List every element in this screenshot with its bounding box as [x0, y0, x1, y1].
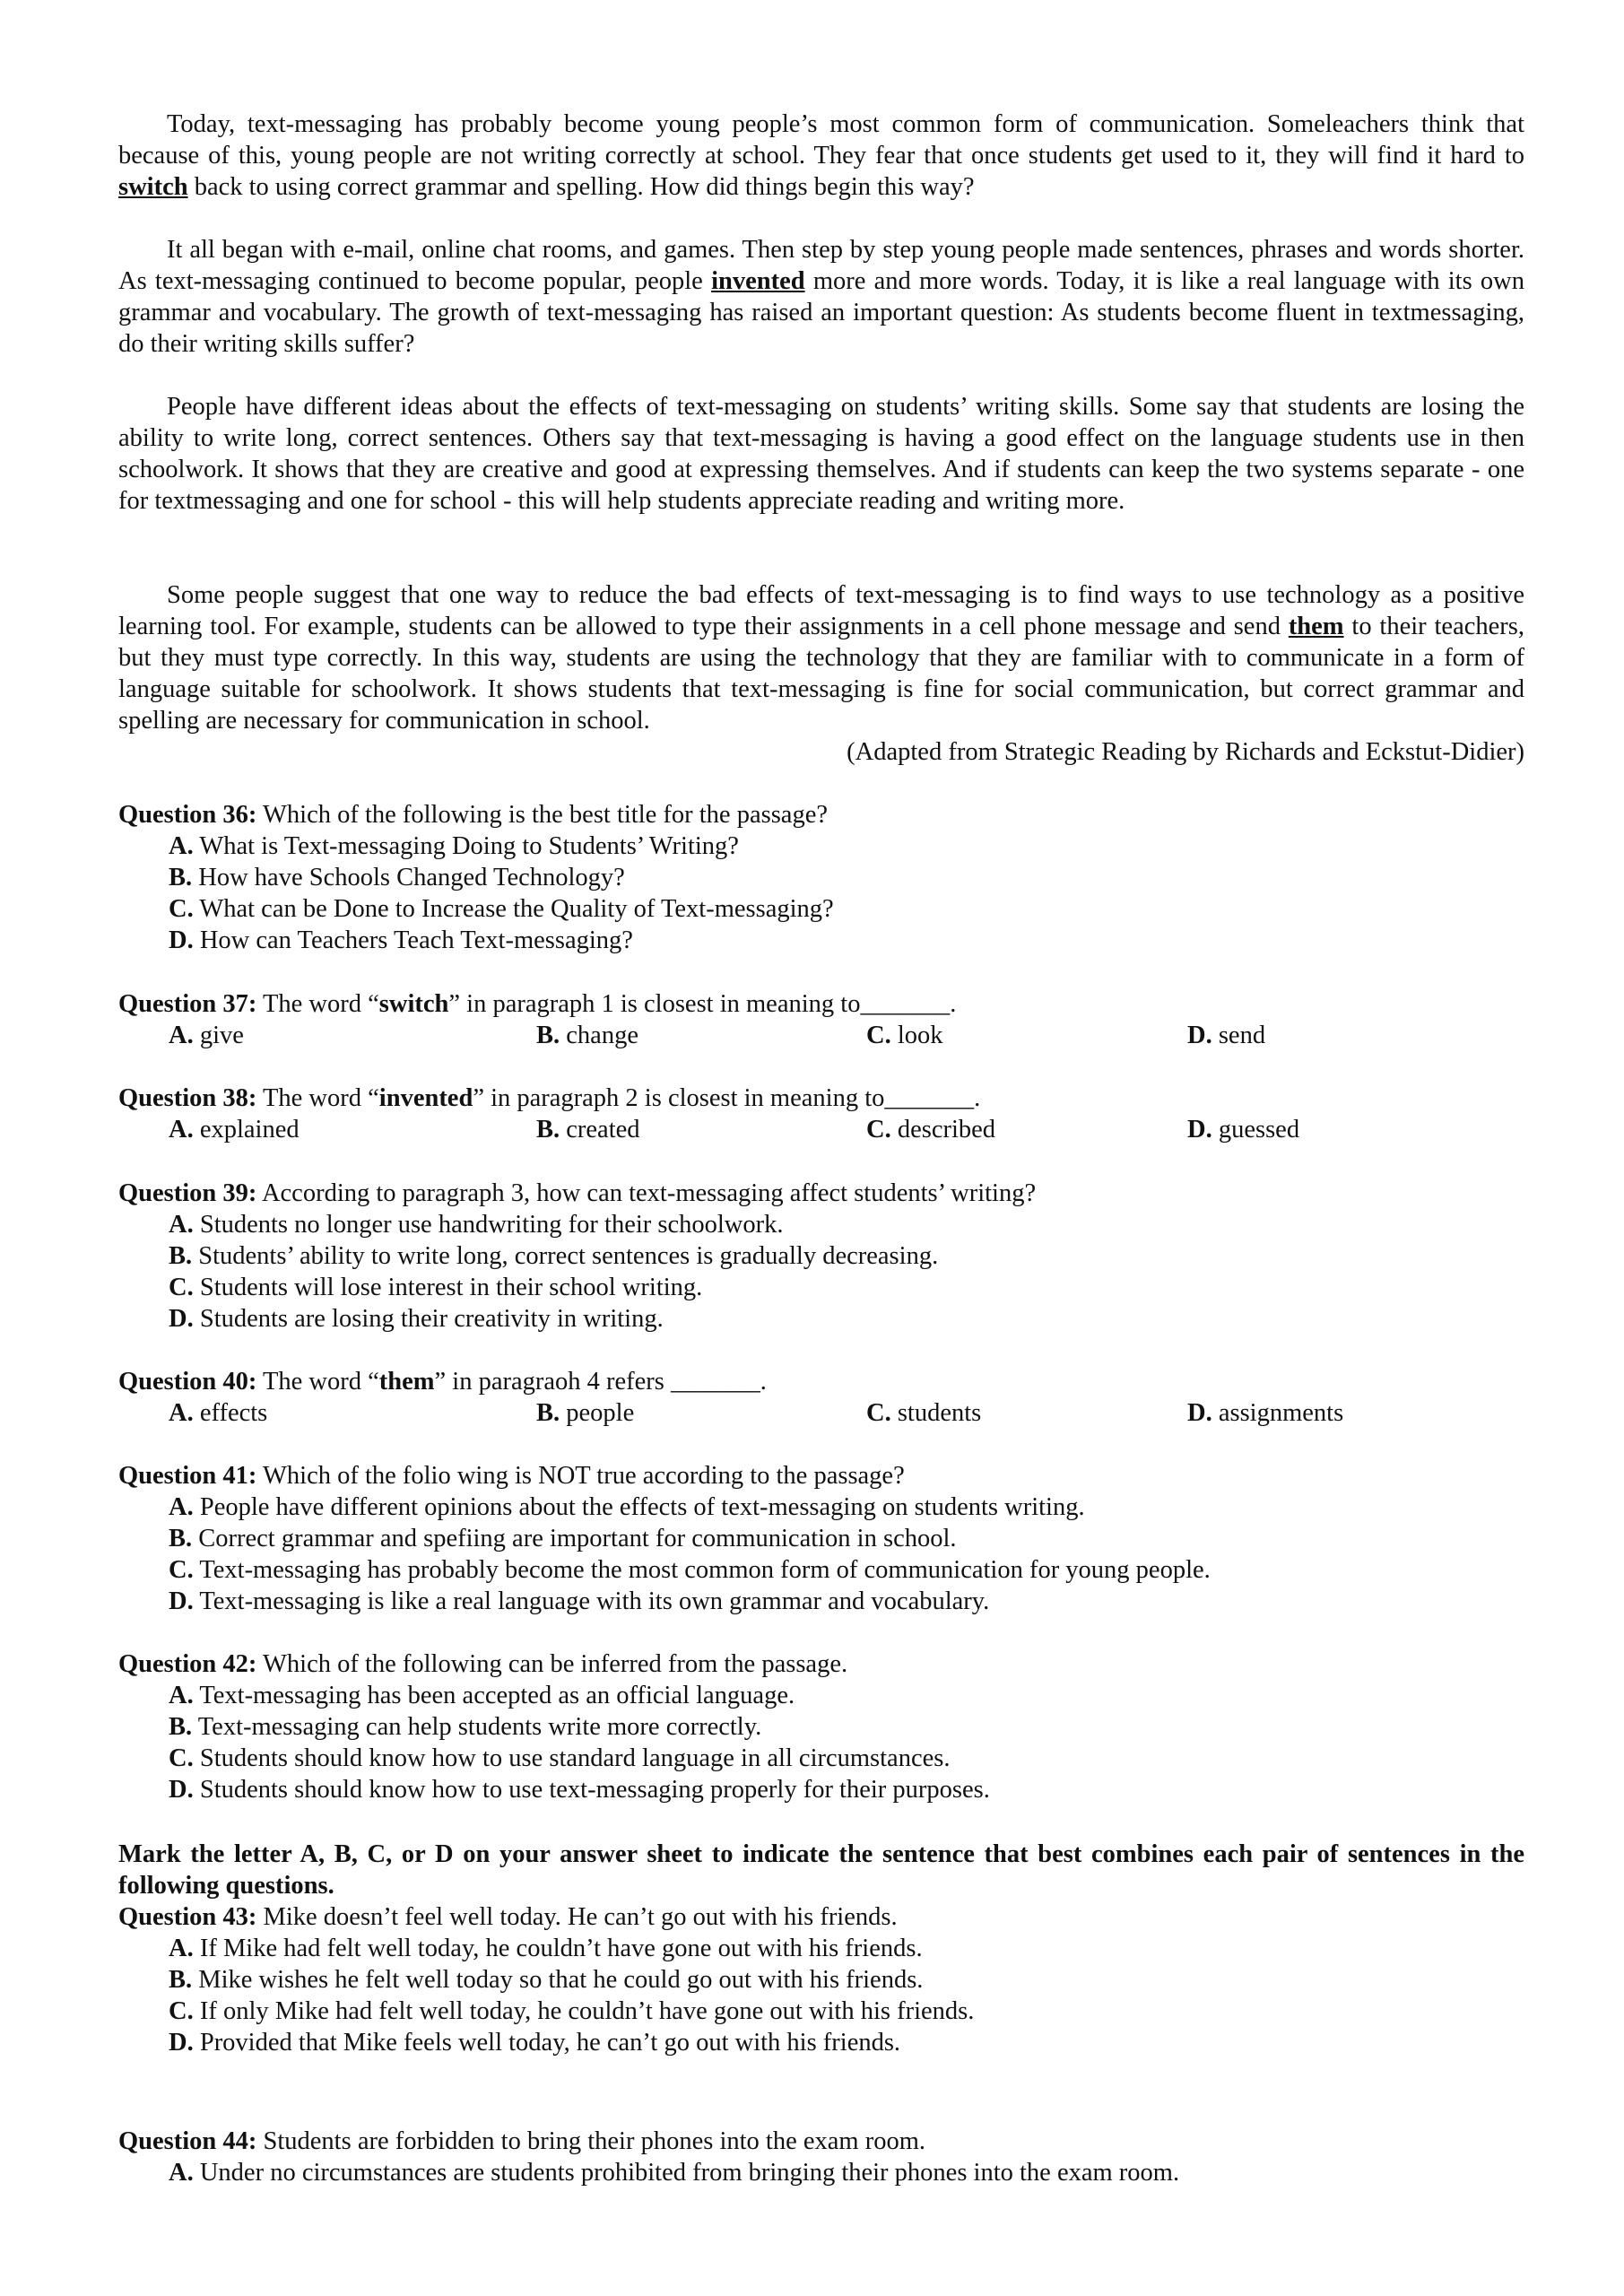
option-text: Students should know how to use standard language in all circumstances.	[193, 1744, 951, 1772]
option-letter: C.	[169, 1744, 194, 1772]
option-d[interactable]	[169, 1303, 1524, 1335]
option-b[interactable]	[536, 1397, 634, 1429]
option-c[interactable]	[866, 1397, 981, 1429]
option-b[interactable]	[536, 1020, 638, 1051]
option-letter: A.	[169, 1399, 194, 1427]
option-letter: D.	[169, 1587, 194, 1615]
keyword-them: them	[1288, 613, 1344, 640]
options-row	[118, 1020, 1524, 1051]
options-row	[118, 1114, 1524, 1145]
section-instruction: Mark the letter A, B, C, or D on your answer sheet to indicate the sentence that best combines each pair of sentences in the following questions.	[118, 1840, 1524, 1900]
p4-text-after: to their teachers, but they must type correctly. In this way, students are using the technology that they are familiar with to communicate in a form of language suitable for schoolwork. It shows students that text-messaging is fine for social communication, but correct grammar and spelling are necessary for communication in school.	[118, 613, 1524, 735]
question-42	[118, 1648, 1524, 1805]
option-letter: D.	[169, 1776, 194, 1804]
option-text: explained	[193, 1116, 300, 1144]
option-letter: A.	[169, 1116, 194, 1144]
option-letter: B.	[536, 1116, 560, 1144]
question-stem	[118, 2126, 1524, 2157]
option-a[interactable]	[169, 1397, 267, 1429]
option-letter: D.	[169, 2029, 194, 2057]
option-letter: A.	[169, 1682, 194, 1709]
question-label: Question 43:	[118, 1903, 257, 1931]
option-text: give	[193, 1022, 244, 1049]
p1-text-after: back to using correct grammar and spelling. How did things begin this way?	[187, 173, 975, 201]
option-c[interactable]	[169, 1272, 1524, 1303]
option-c[interactable]	[169, 893, 1524, 925]
question-text-pre: The word “	[256, 990, 379, 1018]
p1-text-before: Today, text-messaging has probably become young people’s most common form of communication. Someleachers think that because of this, young people are not writing correctly at school. They fear that once students get used to it, they will find it hard to	[118, 110, 1524, 170]
option-letter: A.	[169, 832, 194, 860]
option-letter: A.	[169, 1935, 194, 1962]
option-text: Text-messaging has probably become the most common form of communication for young people.	[193, 1556, 1211, 1584]
question-label: Question 42:	[118, 1650, 257, 1678]
option-a[interactable]	[169, 1492, 1524, 1523]
question-text-post: ” in paragraoh 4 refers _______.	[434, 1368, 767, 1396]
question-text-post: ” in paragraph 2 is closest in meaning to_______.	[473, 1084, 981, 1112]
option-text: Mike wishes he felt well today so that he could go out with his friends.	[192, 1966, 924, 1994]
option-text: Students should know how to use text-messaging properly for their purposes.	[193, 1776, 990, 1804]
option-d[interactable]	[1187, 1020, 1265, 1051]
option-c[interactable]	[169, 1554, 1524, 1586]
option-text: Under no circumstances are students prohibited from bringing their phones into the exam room.	[193, 2159, 1180, 2187]
option-text: effects	[193, 1399, 268, 1427]
option-text: Text-messaging has been accepted as an official language.	[193, 1682, 795, 1709]
option-text: Students’ ability to write long, correct sentences is gradually decreasing.	[192, 1242, 939, 1270]
question-stem	[118, 1178, 1524, 1209]
option-a[interactable]	[169, 1209, 1524, 1240]
option-letter: C.	[169, 1556, 194, 1584]
question-37	[118, 988, 1524, 1051]
option-text: Text-messaging can help students write more correctly.	[192, 1713, 762, 1741]
option-letter: C.	[169, 1274, 194, 1301]
options-row	[118, 1397, 1524, 1429]
option-text: If only Mike had felt well today, he couldn’t have gone out with his friends.	[193, 1997, 975, 2025]
question-text-pre: The word “	[256, 1368, 379, 1396]
option-b[interactable]	[169, 1240, 1524, 1272]
question-keyword: them	[378, 1368, 435, 1396]
option-letter: C.	[866, 1399, 891, 1427]
question-text: Which of the following can be inferred from the passage.	[256, 1650, 848, 1678]
passage-paragraph-3: People have different ideas about the effects of text-messaging on students’ writing skills. Some say that students are losing the ability to write long, correct sentences. Others say that text-messaging is having a good effect on the language students use in then schoolwork. It shows that they are creative and good at expressing themselves. And if students can keep the two systems separate - one for textmessaging and one for school - this will help students appreciate reading and writing more.	[118, 393, 1524, 515]
option-text: change	[560, 1022, 638, 1049]
option-text: students	[890, 1399, 982, 1427]
question-stem	[118, 799, 1524, 831]
question-text: Students are forbidden to bring their phones into the exam room.	[256, 2127, 925, 2155]
option-b[interactable]	[169, 1964, 1524, 1996]
option-a[interactable]	[169, 1680, 1524, 1711]
option-text: Students will lose interest in their school writing.	[193, 1274, 703, 1301]
option-c[interactable]	[866, 1114, 995, 1145]
option-b[interactable]	[169, 1523, 1524, 1554]
p2-text-before: It all began with e-mail, online chat rooms, and games. Then step by step young people made sentences, phrases and words shorter. As text-messaging continued to become popular, people	[118, 236, 1524, 295]
question-stem	[118, 1460, 1524, 1492]
option-a[interactable]	[169, 1114, 300, 1145]
option-text: described	[890, 1116, 996, 1144]
question-keyword: invented	[378, 1084, 473, 1112]
option-d[interactable]	[169, 925, 1524, 956]
question-stem	[118, 1366, 1524, 1397]
question-label: Question 36:	[118, 801, 257, 829]
option-d[interactable]	[1187, 1397, 1343, 1429]
question-38	[118, 1083, 1524, 1145]
option-letter: C.	[169, 895, 194, 923]
option-letter: D.	[1187, 1116, 1212, 1144]
p2-text-after: more and more words. Today, it is like a real language with its own grammar and vocabulary. The growth of text-messaging has raised an important question: As students become fluent in textmessaging, do their writing skills suffer?	[118, 267, 1524, 358]
option-text: guessed	[1211, 1116, 1300, 1144]
keyword-invented: invented	[711, 267, 805, 295]
question-text-post: ” in paragraph 1 is closest in meaning to_______.	[448, 990, 957, 1018]
option-letter: D.	[1187, 1022, 1212, 1049]
option-letter: C.	[169, 1997, 194, 2025]
option-text: created	[560, 1116, 640, 1144]
option-text: What is Text-messaging Doing to Students’ Writing?	[193, 832, 739, 860]
question-stem	[118, 1648, 1524, 1680]
option-d[interactable]	[169, 1774, 1524, 1805]
option-letter: C.	[866, 1022, 891, 1049]
option-a[interactable]	[169, 2157, 1524, 2188]
question-43	[118, 1901, 1524, 2058]
option-c[interactable]	[866, 1020, 943, 1051]
question-text: According to paragraph 3, how can text-messaging affect students’ writing?	[256, 1179, 1037, 1207]
p4-text-before: Some people suggest that one way to reduce the bad effects of text-messaging is to find ways to use technology as a positive learning tool. For example, students can be allowed to type their assignments in a cell phone message and send	[118, 581, 1524, 640]
option-text: People have different opinions about the effects of text-messaging on students writing.	[193, 1493, 1085, 1521]
option-text: send	[1211, 1022, 1266, 1049]
option-letter: B.	[536, 1399, 560, 1427]
option-letter: B.	[169, 864, 193, 891]
question-39	[118, 1178, 1524, 1335]
option-d[interactable]	[169, 2027, 1524, 2058]
option-letter: A.	[169, 2159, 194, 2187]
option-c[interactable]	[169, 1996, 1524, 2027]
option-text: If Mike had felt well today, he couldn’t have gone out with his friends.	[193, 1935, 923, 1962]
option-letter: B.	[169, 1242, 193, 1270]
passage-paragraph-4	[118, 579, 1524, 736]
question-stem	[118, 1083, 1524, 1114]
option-text: Students are losing their creativity in writing.	[193, 1305, 664, 1333]
option-c[interactable]	[169, 1743, 1524, 1774]
option-letter: D.	[1187, 1399, 1212, 1427]
question-text: Mike doesn’t feel well today. He can’t go out with his friends.	[256, 1903, 898, 1931]
option-text: assignments	[1211, 1399, 1344, 1427]
question-label: Question 37:	[118, 990, 257, 1018]
question-text: Which of the following is the best title for the passage?	[256, 801, 828, 829]
option-text: Text-messaging is like a real language with its own grammar and vocabulary.	[193, 1587, 990, 1615]
option-text: What can be Done to Increase the Quality of Text-messaging?	[193, 895, 834, 923]
question-label: Question 41:	[118, 1462, 257, 1490]
question-text-pre: The word “	[256, 1084, 379, 1112]
option-letter: B.	[169, 1713, 193, 1741]
question-40	[118, 1366, 1524, 1429]
option-a[interactable]	[169, 1933, 1524, 1964]
question-44	[118, 2126, 1524, 2188]
question-label: Question 39:	[118, 1179, 257, 1207]
option-letter: B.	[536, 1022, 560, 1049]
question-text: Which of the folio wing is NOT true according to the passage?	[256, 1462, 905, 1490]
question-stem	[118, 988, 1524, 1020]
option-text: people	[560, 1399, 635, 1427]
option-text: look	[890, 1022, 943, 1049]
option-a[interactable]	[169, 831, 1524, 862]
question-36	[118, 799, 1524, 956]
question-label: Question 38:	[118, 1084, 257, 1112]
option-text: Correct grammar and spefiing are important for communication in school.	[192, 1525, 957, 1552]
option-letter: C.	[866, 1116, 891, 1144]
passage-paragraph-2	[118, 234, 1524, 360]
option-letter: B.	[169, 1525, 193, 1552]
option-b[interactable]	[169, 1711, 1524, 1743]
option-letter: D.	[169, 926, 194, 954]
option-letter: A.	[169, 1022, 194, 1049]
question-label: Question 44:	[118, 2127, 257, 2155]
option-letter: A.	[169, 1493, 194, 1521]
passage-paragraph-1	[118, 109, 1524, 203]
option-b[interactable]	[536, 1114, 640, 1145]
option-b[interactable]	[169, 862, 1524, 893]
option-d[interactable]	[169, 1586, 1524, 1617]
keyword-switch: switch	[118, 173, 188, 201]
question-label: Question 40:	[118, 1368, 257, 1396]
option-text: Provided that Mike feels well today, he can’t go out with his friends.	[193, 2029, 901, 2057]
option-d[interactable]	[1187, 1114, 1299, 1145]
option-text: How have Schools Changed Technology?	[192, 864, 625, 891]
option-text: How can Teachers Teach Text-messaging?	[193, 926, 633, 954]
option-letter: D.	[169, 1305, 194, 1333]
option-a[interactable]	[169, 1020, 244, 1051]
option-text: Students no longer use handwriting for their schoolwork.	[193, 1211, 784, 1239]
option-letter: B.	[169, 1966, 193, 1994]
question-41	[118, 1460, 1524, 1617]
question-stem	[118, 1901, 1524, 1933]
passage-source: (Adapted from Strategic Reading by Richards and Eckstut-Didier)	[847, 738, 1524, 766]
question-keyword: switch	[378, 990, 449, 1018]
option-letter: A.	[169, 1211, 194, 1239]
